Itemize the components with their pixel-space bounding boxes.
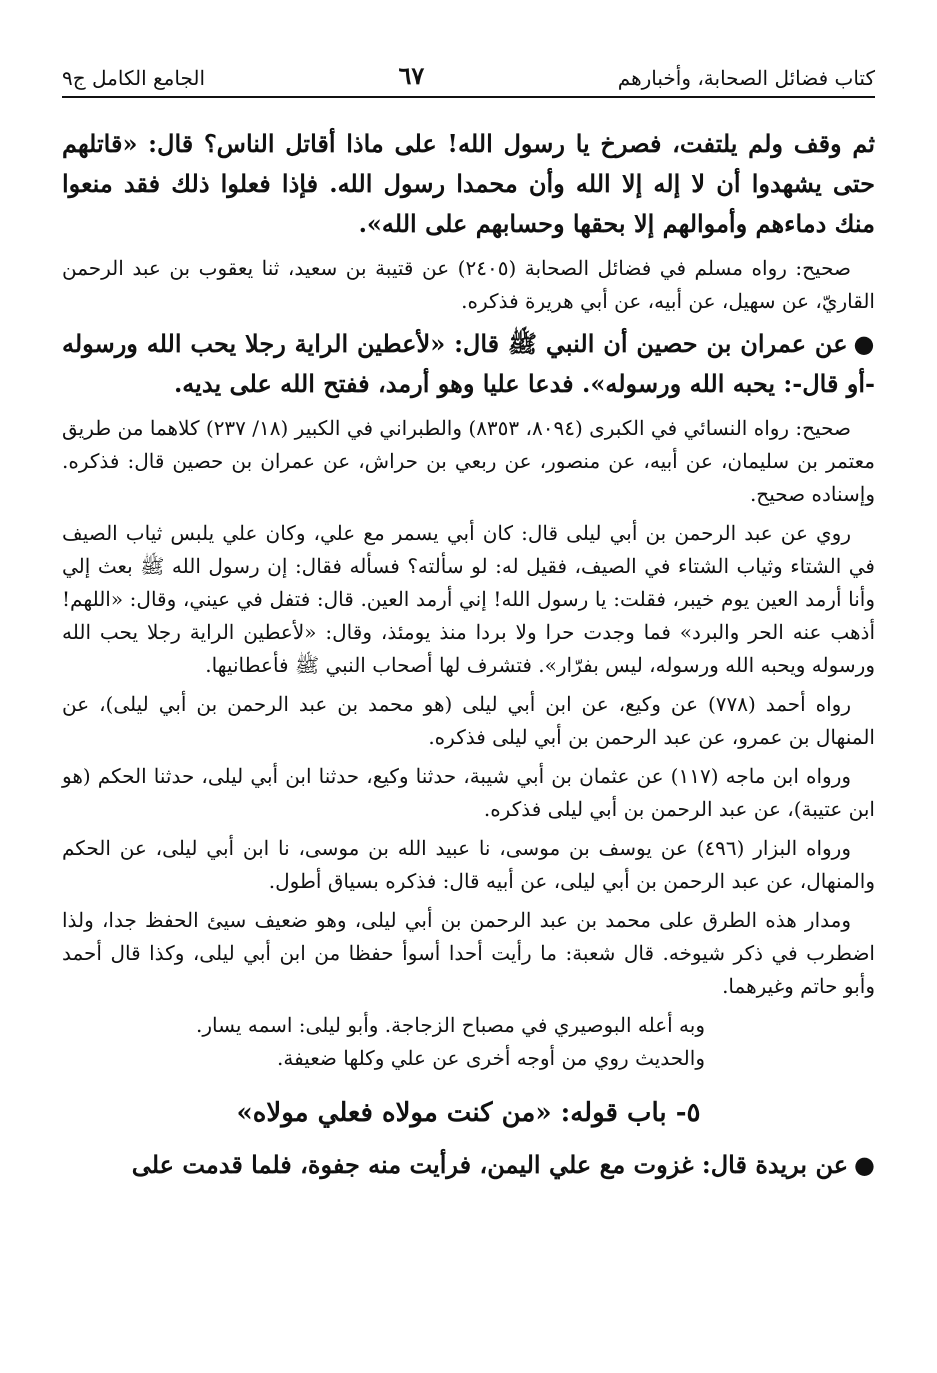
bullet-icon: ● (853, 329, 875, 358)
hadith-text (62, 324, 875, 404)
takhrij-note: رواه أحمد (٧٧٨) عن وكيع، عن ابن أبي ليلى (هو محمد بن عبد الرحمن بن أبي ليلى)، عن المنهال بن عمرو، عن عبد الرحمن بن أبي ليلى فذكره. (62, 692, 875, 749)
book-title: كتاب فضائل الصحابة، وأخبارهم (617, 66, 875, 90)
hadith-text: ثم وقف ولم يلتفت، فصرخ يا رسول الله! على ماذا أقاتل الناس؟ قال: «قاتلهم حتى يشهدوا أن لا إله إلا الله وأن محمدا رسول الله. فإذا فعلوا ذلك فقد منعوا منك دماءهم وأموالهم إلا بحقها وحسابهم على الله». (62, 129, 875, 238)
chapter-heading: ٥- باب قوله: «من كنت مولاه فعلي مولاه» (236, 1098, 701, 1128)
hadith-body: عن عمران بن حصين أن النبي ﷺ قال: «لأعطين الراية رجلا يحب الله ورسوله -أو قال-: يحبه الله ورسوله». فدعا عليا وهو أرمد، ففتح الله على يديه. (62, 329, 875, 398)
takhrij-note: ورواه البزار (٤٩٦) عن يوسف بن موسى، نا عبيد الله بن موسى، نا ابن أبي ليلى، عن الحكم والمنهال، عن عبد الرحمن بن أبي ليلى، عن أبيه قال: فذكره بسياق أطول. (62, 836, 875, 893)
page-number: ٦٧ (398, 61, 425, 90)
hadith-body: عن بريدة قال: غزوت مع علي اليمن، فرأيت منه جفوة، فلما قدمت على (131, 1150, 849, 1179)
commentary-note: ومدار هذه الطرق على محمد بن عبد الرحمن بن أبي ليلى، وهو ضعيف سيئ الحفظ جدا، ولذا اضطرب في ذكر شيوخه. قال شعبة: ما رأيت أحدا أسوأ حفظا من ابن أبي ليلى، وكذا قال أحمد وأبو حاتم وغيرهما. (62, 908, 875, 998)
series-title: الجامع الكامل ج٩ (62, 66, 206, 90)
page-content (62, 124, 875, 1193)
takhrij-note: صحيح: رواه النسائي في الكبرى (٨٠٩٤، ٨٣٥٣) والطبراني في الكبير (١٨/ ٢٣٧) كلاهما من طريق معتمر بن سليمان، عن أبيه، عن منصور، عن ربعي بن حراش، عن عمران بن حصين قال: فذكره. وإسناده صحيح. (62, 416, 875, 506)
bullet-icon: ● (854, 1150, 875, 1179)
narration-note: روي عن عبد الرحمن بن أبي ليلى قال: كان أبي يسمر مع علي، وكان علي يلبس ثياب الصيف في الشتاء وثياب الشتاء في الصيف، فقيل له: لو سألته؟ فسأله فقال: إن رسول الله ﷺ بعث إلي وأنا أرمد العين يوم خيبر، فقلت: يا رسول الله! إني أرمد العين. قال: فتفل في عيني، وقال: «اللهم! أذهب عنه الحر والبرد» فما وجدت حرا ولا بردا منذ يومئذ، وقال: «لأعطين الراية رجلا يحب الله ورسوله ويحبه الله ورسوله، ليس بفرّار». فتشرف لها أصحاب النبي ﷺ فأعطانيها. (62, 521, 875, 677)
hadith-text (62, 1145, 875, 1185)
takhrij-note: ورواه ابن ماجه (١١٧) عن عثمان بن أبي شيبة، حدثنا وكيع، حدثنا ابن أبي ليلى، حدثنا الحكم (هو ابن عتيبة)، عن عبد الرحمن بن أبي ليلى فذكره. (62, 764, 875, 821)
running-header (62, 58, 875, 98)
commentary-note: والحديث روي من أوجه أخرى عن علي وكلها ضعيفة. (277, 1046, 705, 1070)
commentary-note: وبه أعله البوصيري في مصباح الزجاجة. وأبو ليلى: اسمه يسار. (195, 1013, 705, 1037)
takhrij-note: صحيح: رواه مسلم في فضائل الصحابة (٢٤٠٥) عن قتيبة بن سعيد، ثنا يعقوب بن عبد الرحمن القاريّ، عن سهيل، عن أبيه، عن أبي هريرة فذكره. (62, 256, 875, 313)
